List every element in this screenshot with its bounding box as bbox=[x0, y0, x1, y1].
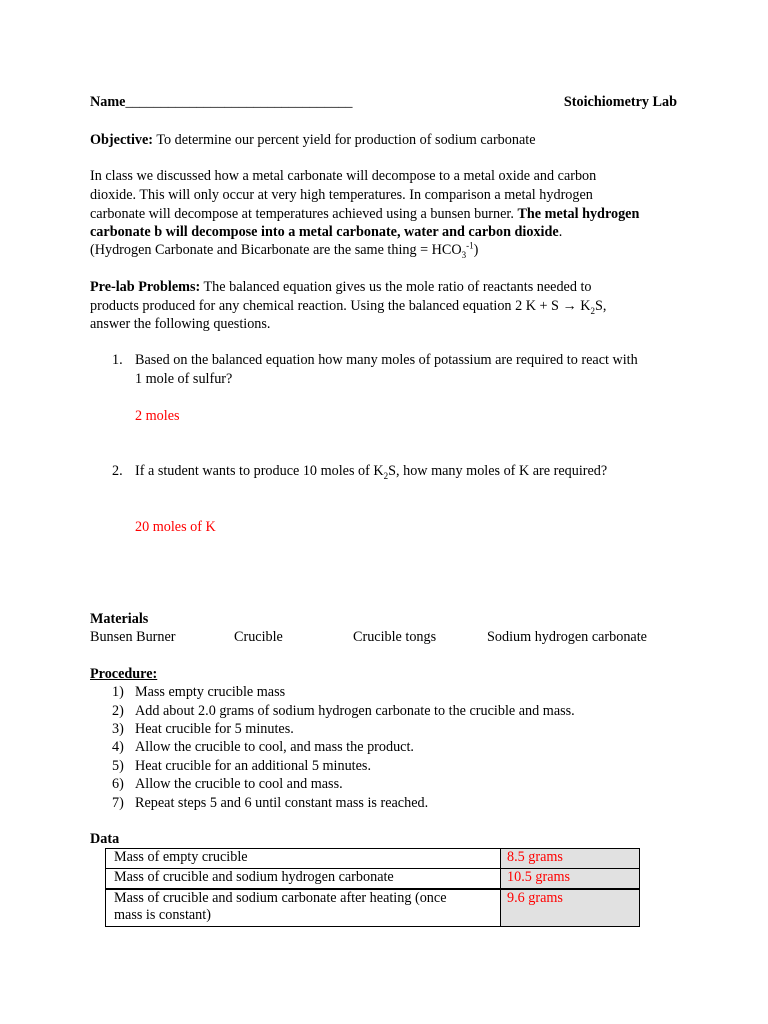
objective-label: Objective: bbox=[90, 132, 154, 148]
name-label: Name bbox=[90, 94, 126, 110]
row-label: Mass of crucible and sodium carbonate after heating (once mass is constant) bbox=[106, 889, 501, 927]
page-title: Stoichiometry Lab bbox=[563, 94, 677, 110]
procedure-step: Heat crucible for an additional 5 minutes. bbox=[135, 758, 371, 774]
step-number: 3) bbox=[112, 721, 124, 737]
row-value: 10.5 grams bbox=[501, 869, 640, 890]
table-row bbox=[106, 889, 640, 927]
prelab-label: Pre-lab Problems: bbox=[90, 279, 201, 295]
name-field bbox=[90, 94, 352, 111]
objective bbox=[90, 131, 536, 149]
step-number: 5) bbox=[112, 758, 124, 774]
data-table bbox=[105, 848, 640, 927]
step-number: 1) bbox=[112, 684, 124, 700]
data-heading: Data bbox=[90, 831, 120, 847]
question-1-line-2: 1 mole of sulfur? bbox=[135, 371, 233, 387]
procedure-heading: Procedure: bbox=[90, 666, 158, 682]
step-number: 7) bbox=[112, 795, 124, 811]
intro-line-5: (Hydrogen Carbonate and Bicarbonate are the same thing = $HCO_3^{-1}$) bbox=[90, 240, 479, 260]
procedure-step: Add about 2.0 grams of sodium hydrogen carbonate to the crucible and mass. bbox=[135, 703, 575, 719]
row-label: Mass of empty crucible bbox=[106, 849, 501, 869]
question-1-number: 1. bbox=[112, 352, 123, 368]
intro-line-1: In class we discussed how a metal carbonate will decompose to a metal oxide and carbon bbox=[90, 168, 597, 184]
question-1-answer: 2 moles bbox=[135, 408, 180, 424]
prelab-line-1: Pre-lab Problems: The balanced equation gives us the mole ratio of reactants needed to bbox=[90, 279, 592, 295]
question-1-line-1: Based on the balanced equation how many moles of potassium are required to react with bbox=[135, 352, 638, 368]
material-item: Bunsen Burner bbox=[90, 629, 176, 645]
intro-line-3: carbonate will decompose at temperatures achieved using a bunsen burner. The metal hydrogen bbox=[90, 206, 640, 222]
step-number: 4) bbox=[112, 739, 124, 755]
question-2-text: If a student wants to produce 10 moles of $K_2S$, how many moles of K are required? bbox=[135, 463, 608, 481]
intro-line-4: carbonate b will decompose into a metal carbonate, water and carbon dioxide. bbox=[90, 224, 563, 240]
step-number: 2) bbox=[112, 703, 124, 719]
row-value: 8.5 grams bbox=[501, 849, 640, 869]
intro-line-2: dioxide. This will only occur at very high temperatures. In comparison a metal hydrogen bbox=[90, 187, 593, 203]
row-value: 9.6 grams bbox=[501, 889, 640, 927]
question-2-answer: 20 moles of K bbox=[135, 519, 216, 535]
procedure-step: Allow the crucible to cool and mass. bbox=[135, 776, 343, 792]
procedure-step: Allow the crucible to cool, and mass the product. bbox=[135, 739, 414, 755]
procedure-step: Repeat steps 5 and 6 until constant mass is reached. bbox=[135, 795, 429, 811]
material-item: Sodium hydrogen carbonate bbox=[487, 629, 647, 645]
procedure-step: Heat crucible for 5 minutes. bbox=[135, 721, 294, 737]
table-row bbox=[106, 849, 640, 869]
prelab-line-3: answer the following questions. bbox=[90, 316, 271, 332]
name-blank: ________________________________ bbox=[125, 94, 353, 110]
objective-text: To determine our percent yield for production of sodium carbonate bbox=[153, 132, 536, 148]
prelab-line-2: products produced for any chemical reaction. Using the balanced equation 2 $K + S \to K_2S$, bbox=[90, 298, 607, 316]
table-row bbox=[106, 869, 640, 890]
row-label: Mass of crucible and sodium hydrogen carbonate bbox=[106, 869, 501, 890]
question-2-number: 2. bbox=[112, 463, 123, 479]
step-number: 6) bbox=[112, 776, 124, 792]
material-item: Crucible bbox=[234, 629, 283, 645]
material-item: Crucible tongs bbox=[353, 629, 437, 645]
procedure-step: Mass empty crucible mass bbox=[135, 684, 286, 700]
materials-heading: Materials bbox=[90, 611, 149, 627]
